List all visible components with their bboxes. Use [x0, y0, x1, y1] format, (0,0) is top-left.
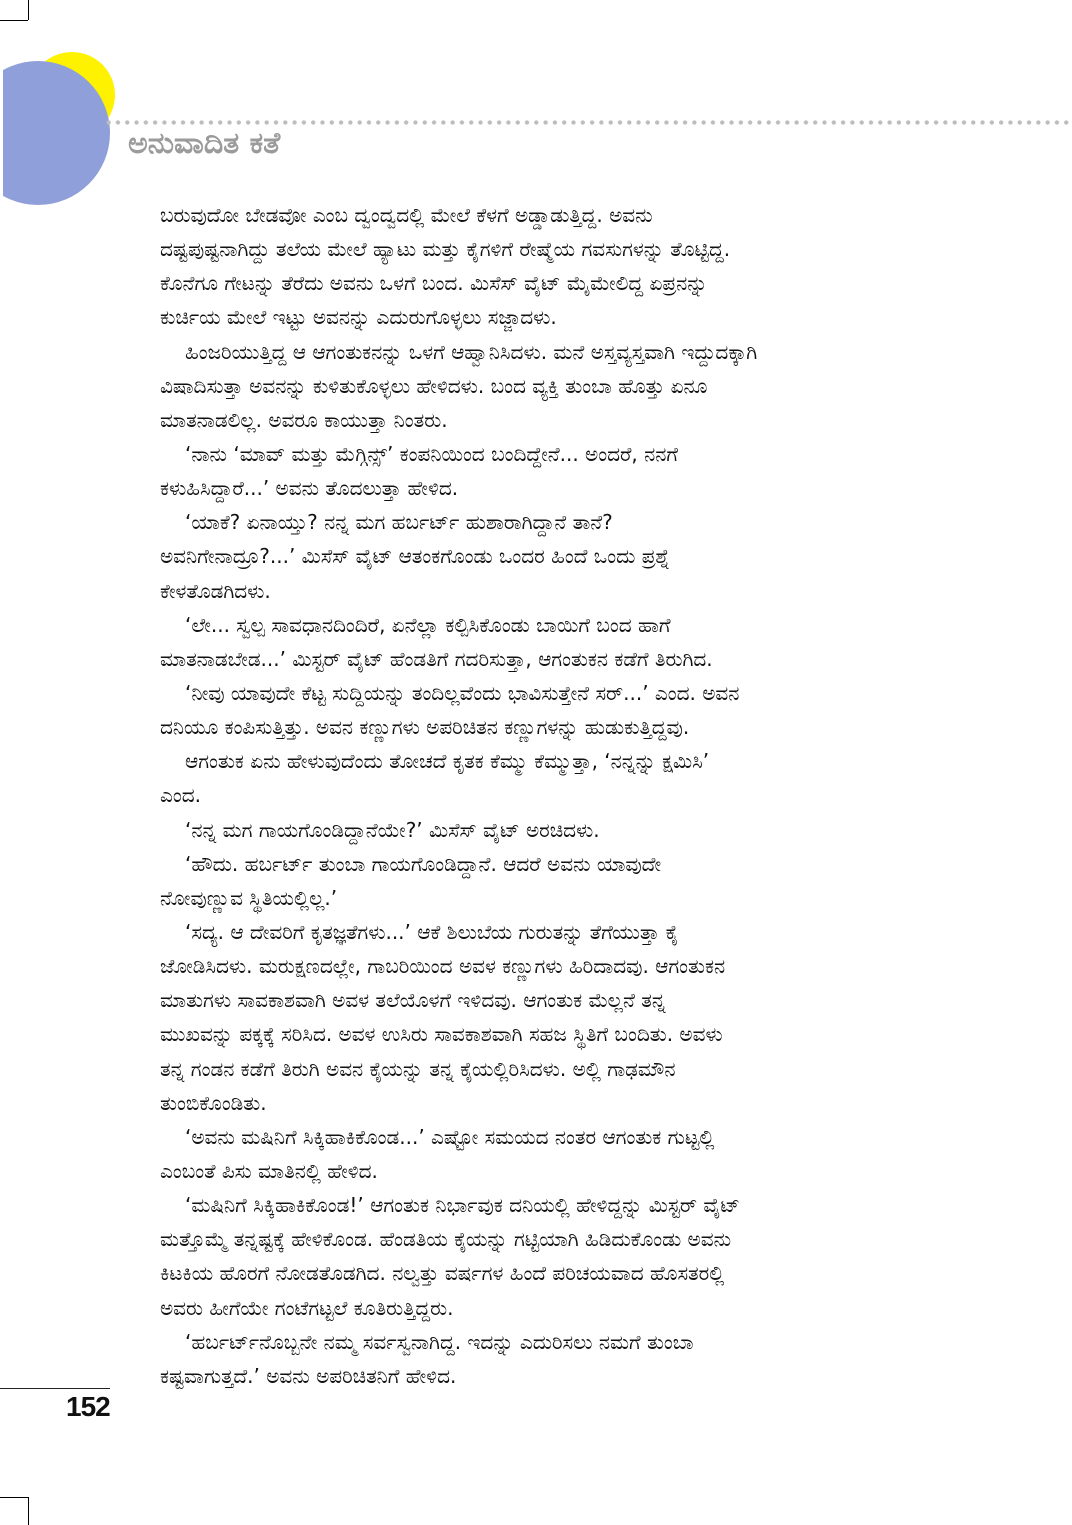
paragraph	[160, 676, 920, 744]
text-line: ವಿಷಾದಿಸುತ್ತಾ ಅವನನ್ನು ಕುಳಿತುಕೊಳ್ಳಲು ಹೇಳಿದಳು. ಬಂದ ವ್ಯಕ್ತಿ ತುಂಬಾ ಹೊತ್ತು ಏನೂ	[160, 373, 708, 398]
text-line: ಆಗಂತುಕ ಏನು ಹೇಳುವುದೆಂದು ತೋಚದೆ ಕೃತಕ ಕೆಮ್ಮು ಕೆಮ್ಮುತ್ತಾ, ‘ನನ್ನನ್ನು ಕ್ಷಮಿಸಿ’	[185, 749, 710, 774]
text-line: ಹಿಂಜರಿಯುತ್ತಿದ್ದ ಆ ಆಗಂತುಕನನ್ನು ಒಳಗೆ ಆಹ್ವಾನಿಸಿದಳು. ಮನೆ ಅಸ್ತವ್ಯಸ್ತವಾಗಿ ಇದ್ದುದಕ್ಕಾಗಿ	[185, 339, 758, 364]
paragraph	[160, 335, 920, 437]
text-line: ‘ಅವನು ಮಷಿನಿಗೆ ಸಿಕ್ಕಿಹಾಕಿಕೊಂಡ...’ ಎಷ್ಟೋ ಸಮಯದ ನಂತರ ಆಗಂತುಕ ಗುಟ್ಟಲ್ಲಿ	[185, 1124, 715, 1149]
paragraph	[160, 847, 920, 915]
paragraph	[160, 608, 920, 676]
text-line: ಕೊನೆಗೂ ಗೇಟನ್ನು ತೆರೆದು ಅವನು ಒಳಗೆ ಬಂದ. ಮಿಸೆಸ್ ವೈಟ್ ಮೈಮೇಲಿದ್ದ ಏಪ್ರನನ್ನು	[160, 271, 708, 296]
text-line: ಬರುವುದೋ ಬೇಡವೋ ಎಂಬ ದ್ವಂದ್ವದಲ್ಲಿ ಮೇಲೆ ಕೆಳಗೆ ಅಡ್ಡಾಡುತ್ತಿದ್ದ. ಅವನು	[160, 203, 653, 227]
text-line: ‘ಲೇ... ಸ್ವಲ್ಪ ಸಾವಧಾನದಿಂದಿರೆ, ಏನೆಲ್ಲಾ ಕಲ್ಪಿಸಿಕೊಂಡು ಬಾಯಿಗೆ ಬಂದ ಹಾಗೆ	[185, 612, 671, 637]
text-line: ಕಿಟಕಿಯ ಹೊರಗೆ ನೋಡತೊಡಗಿದ. ನಲ್ವತ್ತು ವರ್ಷಗಳ ಹಿಂದೆ ಪರಿಚಯವಾದ ಹೊಸತರಲ್ಲಿ	[160, 1261, 725, 1286]
text-line: ತನ್ನ ಗಂಡನ ಕಡೆಗೆ ತಿರುಗಿ ಅವನ ಕೈಯನ್ನು ತನ್ನ ಕೈಯಲ್ಲಿರಿಸಿದಳು. ಅಲ್ಲಿ ಗಾಢಮೌನ	[160, 1056, 676, 1081]
text-line: ಕಳುಹಿಸಿದ್ದಾರೆ...’ ಅವನು ತೊದಲುತ್ತಾ ಹೇಳಿದ.	[160, 476, 459, 501]
text-line: ತುಂಬಿಕೊಂಡಿತು.	[160, 1090, 267, 1115]
paragraph	[160, 437, 920, 505]
text-line: ‘ಹೌದು. ಹರ್ಬರ್ಟ್ ತುಂಬಾ ಗಾಯಗೊಂಡಿದ್ದಾನೆ. ಆದರೆ ಅವನು ಯಾವುದೇ	[185, 851, 662, 876]
paragraph	[160, 1120, 920, 1188]
text-line: ‘ನನ್ನ ಮಗ ಗಾಯಗೊಂಡಿದ್ದಾನೆಯೇ?’ ಮಿಸೆಸ್ ವೈಟ್ ಅರಚಿದಳು.	[185, 817, 600, 842]
text-line: ‘ನೀವು ಯಾವುದೇ ಕೆಟ್ಟ ಸುದ್ದಿಯನ್ನು ತಂದಿಲ್ಲವೆಂದು ಭಾವಿಸುತ್ತೇನೆ ಸರ್...’ ಎಂದ. ಅವನ	[185, 680, 740, 705]
text-line: ಕೇಳತೊಡಗಿದಳು.	[160, 578, 271, 603]
text-line: ‘ಸದ್ಯ. ಆ ದೇವರಿಗೆ ಕೃತಜ್ಞತೆಗಳು...’ ಆಕೆ ಶಿಲುಬೆಯ ಗುರುತನ್ನು ತೆಗೆಯುತ್ತಾ ಕೈ	[185, 919, 679, 944]
text-line: ಮಾತುಗಳು ಸಾವಕಾಶವಾಗಿ ಅವಳ ತಲೆಯೊಳಗೆ ಇಳಿದವು. ಆಗಂತುಕ ಮೆಲ್ಲನೆ ತನ್ನ	[160, 988, 666, 1013]
text-line: ಮಾತನಾಡಲಿಲ್ಲ. ಅವರೂ ಕಾಯುತ್ತಾ ನಿಂತರು.	[160, 407, 448, 432]
text-line: ಅವನಿಗೇನಾದ್ರೂ?...’ ಮಿಸೆಸ್ ವೈಟ್ ಆತಂಕಗೊಂಡು ಒಂದರ ಹಿಂದೆ ಒಂದು ಪ್ರಶ್ನೆ	[160, 544, 670, 569]
text-line: ‘ಮಷಿನಿಗೆ ಸಿಕ್ಕಿಹಾಕಿಕೊಂಡ!’ ಆಗಂತುಕ ನಿರ್ಭಾವುಕ ದನಿಯಲ್ಲಿ ಹೇಳಿದ್ದನ್ನು ಮಿಸ್ಟರ್ ವೈಟ್	[185, 1193, 740, 1218]
text-line: ಕುರ್ಚಿಯ ಮೇಲೆ ಇಟ್ಟು ಅವನನ್ನು ಎದುರುಗೊಳ್ಳಲು ಸಜ್ಜಾದಳು.	[160, 305, 557, 330]
text-line: ಎಂದ.	[160, 783, 201, 808]
crop-mark-bottom-left-vertical	[28, 1497, 29, 1525]
text-line: ದನಿಯೂ ಕಂಪಿಸುತ್ತಿತ್ತು. ಅವನ ಕಣ್ಣುಗಳು ಅಪರಿಚಿತನ ಕಣ್ಣುಗಳನ್ನು ಹುಡುಕುತ್ತಿದ್ದವು.	[160, 715, 690, 740]
text-line: ನೋವುಣ್ಣುವ ಸ್ಥಿತಿಯಲ್ಲಿಲ್ಲ.’	[160, 885, 338, 910]
crop-mark-bottom-left-horizontal	[0, 1497, 28, 1498]
paragraph	[160, 915, 920, 1120]
paragraph	[160, 744, 920, 812]
text-line: ಮತ್ತೊಮ್ಮೆ ತನ್ನಷ್ಟಕ್ಕೆ ಹೇಳಿಕೊಂಡ. ಹೆಂಡತಿಯ ಕೈಯನ್ನು ಗಟ್ಟಿಯಾಗಿ ಹಿಡಿದುಕೊಂಡು ಅವನು	[160, 1227, 732, 1252]
page-number: 152	[66, 1391, 110, 1422]
text-line: ದಷ್ಟಪುಷ್ಟನಾಗಿದ್ದು ತಲೆಯ ಮೇಲೆ ಹ್ಯಾಟು ಮತ್ತು ಕೈಗಳಿಗೆ ರೇಷ್ಮೆಯ ಗವಸುಗಳನ್ನು ತೊಟ್ಟಿದ್ದ.	[160, 237, 731, 262]
text-line: ‘ಹರ್ಬರ್ಟ್‌ನೊಬ್ಬನೇ ನಮ್ಮ ಸರ್ವಸ್ವನಾಗಿದ್ದ. ಇದನ್ನು ಎದುರಿಸಲು ನಮಗೆ ತುಂಬಾ	[185, 1329, 694, 1354]
paragraph	[160, 505, 920, 607]
text-line: ಅವರು ಹೀಗೆಯೇ ಗಂಟೆಗಟ್ಟಲೆ ಕೂತಿರುತ್ತಿದ್ದರು.	[160, 1295, 454, 1320]
paragraph	[160, 1188, 920, 1325]
text-line: ಎಂಬಂತೆ ಪಿಸು ಮಾತಿನಲ್ಲಿ ಹೇಳಿದ.	[160, 1158, 378, 1183]
text-line: ಮಾತನಾಡಬೇಡ...’ ಮಿಸ್ಟರ್ ವೈಟ್ ಹೆಂಡತಿಗೆ ಗದರಿಸುತ್ತಾ, ಆಗಂತುಕನ ಕಡೆಗೆ ತಿರುಗಿದ.	[160, 646, 713, 671]
page-number-divider	[0, 1388, 110, 1389]
text-line: ಮುಖವನ್ನು ಪಕ್ಕಕ್ಕೆ ಸರಿಸಿದ. ಅವಳ ಉಸಿರು ಸಾವಕಾಶವಾಗಿ ಸಹಜ ಸ್ಥಿತಿಗೆ ಬಂದಿತು. ಅವಳು	[160, 1022, 723, 1047]
section-title: ಅನುವಾದಿತ ಕತೆ	[128, 126, 281, 161]
text-line: ಜೋಡಿಸಿದಳು. ಮರುಕ್ಷಣದಲ್ಲೇ, ಗಾಬರಿಯಿಂದ ಅವಳ ಕಣ್ಣುಗಳು ಹಿರಿದಾದವು. ಆಗಂತುಕನ	[160, 954, 726, 979]
text-line: ಕಷ್ಟವಾಗುತ್ತದೆ.’ ಅವನು ಅಪರಿಚಿತನಿಗೆ ಹೇಳಿದ.	[160, 1363, 457, 1388]
paragraph	[160, 1325, 920, 1393]
paragraph	[160, 198, 920, 335]
story-text	[160, 198, 920, 1393]
paragraph	[160, 813, 920, 847]
decorative-circles	[3, 0, 133, 215]
text-line: ‘ನಾನು ‘ಮಾವ್ ಮತ್ತು ಮೆಗ್ಗಿನ್ಸ್’ ಕಂಪನಿಯಿಂದ ಬಂದಿದ್ದೇನೆ... ಅಂದರೆ, ನನಗೆ	[185, 441, 678, 466]
text-line: ‘ಯಾಕೆ? ಏನಾಯ್ತು? ನನ್ನ ಮಗ ಹರ್ಬರ್ಟ್ ಹುಶಾರಾಗಿದ್ದಾನೆ ತಾನೆ?	[185, 510, 613, 535]
